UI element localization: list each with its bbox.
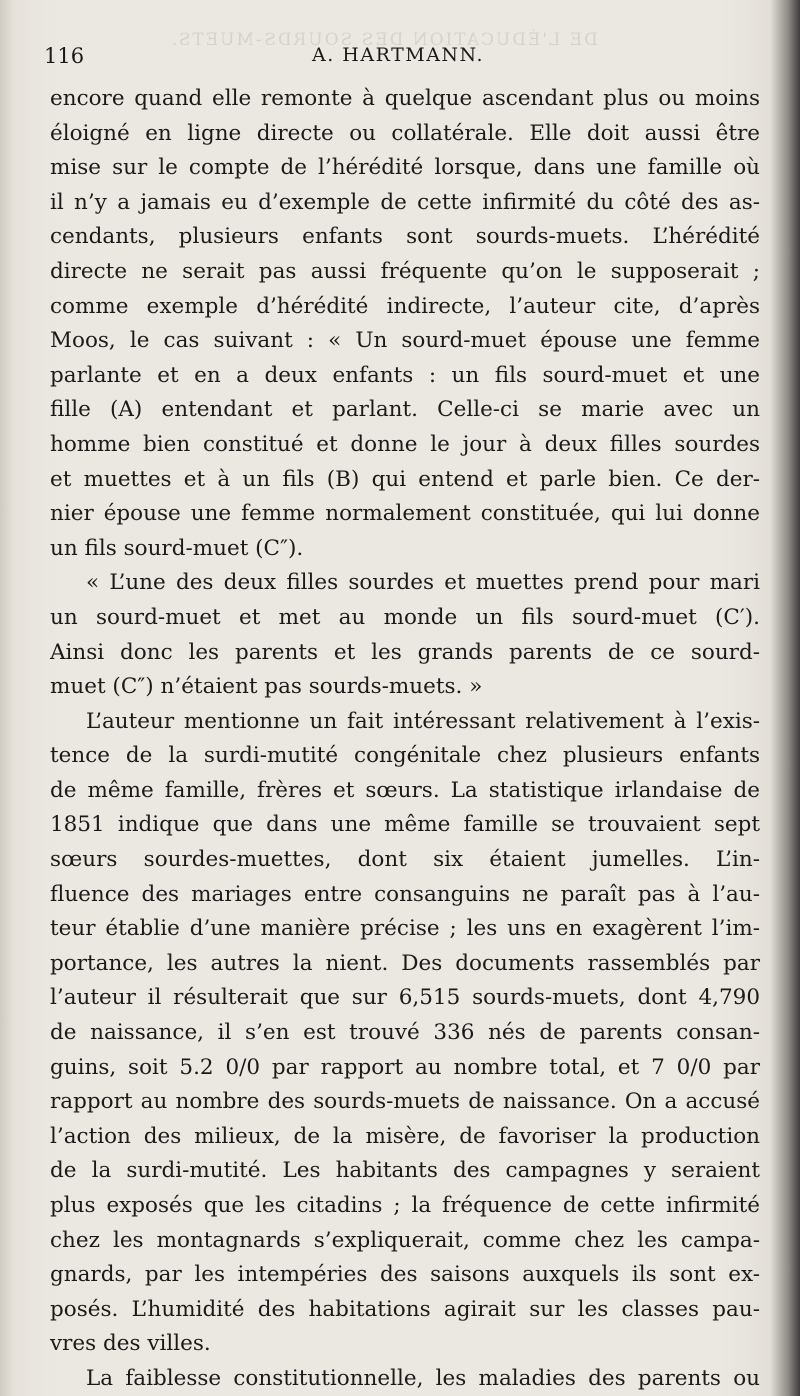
text-line: l’action des milieux, de la misère, de favoriser la production [50,1123,760,1149]
text-line: et muettes et à un fils (B) qui entend et parle bien. Ce der- [50,466,760,492]
text-line: cendants, plusieurs enfants sont sourds-muets. L’hérédité [50,224,760,250]
text-line: nier épouse une femme normalement constituée, qui lui donne [50,501,760,527]
page-header [44,44,756,74]
text-line: de la surdi-mutité. Les habitants des campagnes y seraient [50,1158,760,1184]
text-line: un sourd-muet et met au monde un fils sourd-muet (C′). [50,604,760,630]
text-line: il n’y a jamais eu d’exemple de cette infirmité du côté des as- [50,189,760,215]
text-line: l’auteur il résulterait que sur 6,515 sourds-muets, dont 4,790 [50,985,760,1011]
text-line: La faiblesse constitutionnelle, les maladies des parents ou [86,1365,760,1391]
text-line: éloigné en ligne directe ou collatérale. Elle doit aussi être [50,120,760,146]
text-line: gnards, par les intempéries des saisons auxquels ils sont ex- [50,1262,760,1288]
text-line: fluence des mariages entre consanguins ne paraît pas à l’au- [50,881,760,907]
text-line: Moos, le cas suivant : « Un sourd-muet épouse une femme [50,328,760,354]
body-text [50,82,760,1396]
text-line: L’auteur mentionne un fait intéressant relativement à l’exis- [86,708,760,734]
text-line: rapport au nombre des sourds-muets de naissance. On a accusé [50,1089,760,1115]
text-line: chez les montagnards s’expliquerait, comme chez les campa- [50,1227,760,1253]
running-head: A. HARTMANN. [312,44,484,66]
text-line: mise sur le compte de l’hérédité lorsque, dans une famille où [50,155,760,181]
text-line: posés. L’humidité des habitations agirait sur les classes pau- [50,1296,760,1322]
text-line: sœurs sourdes-muettes, dont six étaient jumelles. L’in- [50,847,760,873]
text-line: 1851 indique que dans une même famille se trouvaient sept [50,812,760,838]
text-line: portance, les autres la nient. Des documents rassemblés par [50,950,760,976]
text-line: tence de la surdi-mutité congénitale chez plusieurs enfants [50,743,760,769]
text-line: plus exposés que les citadins ; la fréquence de cette infirmité [50,1193,760,1218]
text-line: de naissance, il s’en est trouvé 336 nés de parents consan- [50,1020,760,1046]
text-line: « L’une des deux filles sourdes et muettes prend pour mari [86,570,760,596]
text-line: guins, soit 5.2 0/0 par rapport au nombre total, et 7 0/0 par [50,1054,760,1080]
text-line: encore quand elle remonte à quelque ascendant plus ou moins [50,86,760,111]
text-line: de même famille, frères et sœurs. La statistique irlandaise de [50,777,760,803]
text-line: teur établie d’une manière précise ; les uns en exagèrent l’im- [50,916,760,942]
text-line: fille (A) entendant et parlant. Celle-ci se marie avec un [50,397,760,423]
text-line: parlante et en a deux enfants : un fils sourd-muet et une [50,362,760,388]
show-through-text: DE L'ÉDUCATION DES SOURDS-MUETS. [170,30,598,50]
text-line: comme exemple d’hérédité indirecte, l’auteur cite, d’après [50,293,760,319]
text-line: vres des villes. [50,1331,211,1357]
text-line: muet (C″) n’étaient pas sourds-muets. » [50,674,483,700]
text-line: homme bien constitué et donne le jour à deux filles sourdes [50,431,760,457]
text-line: directe ne serait pas aussi fréquente qu’on le supposerait ; [50,258,760,284]
text-line: Ainsi donc les parents et les grands parents de ce sourd- [50,639,760,665]
text-line: un fils sourd-muet (C″). [50,535,304,561]
page-number: 116 [44,44,85,68]
